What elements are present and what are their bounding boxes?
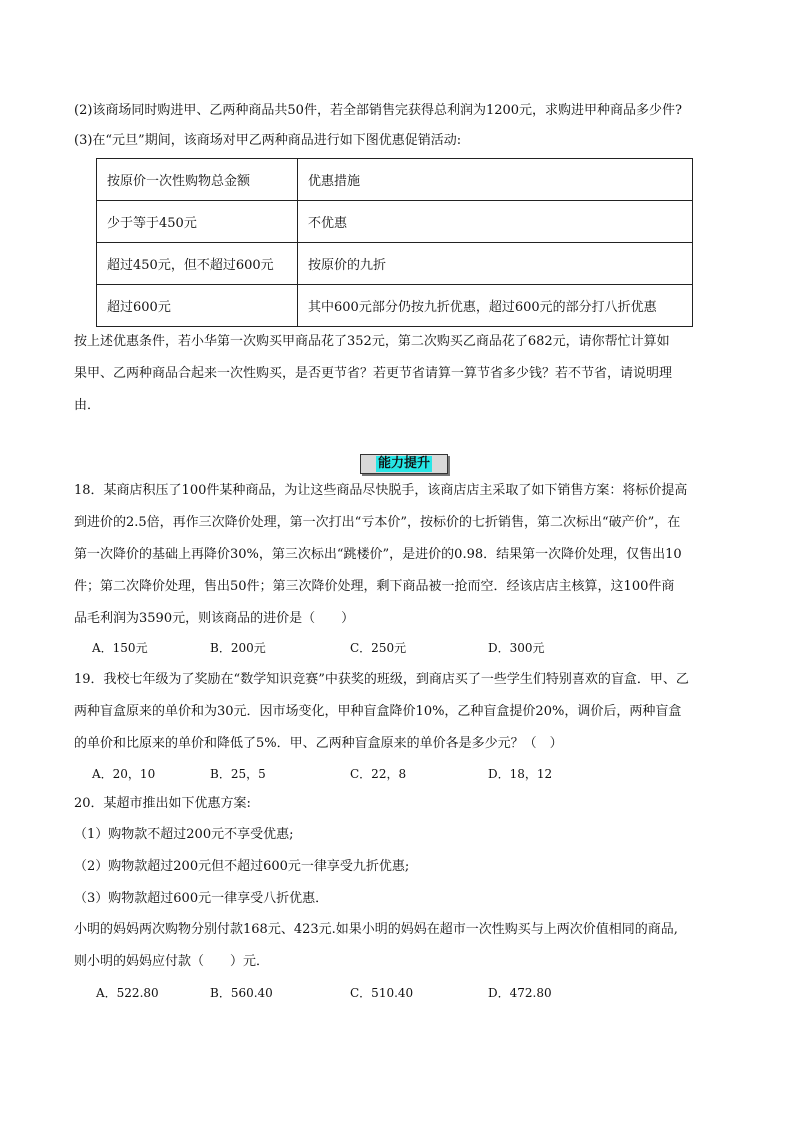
table-cell: 其中600元部分仍按九折优惠，超过600元的部分打八折优惠	[298, 285, 693, 327]
table-cell: 少于等于450元	[97, 201, 298, 243]
question-19-line: 19．我校七年级为了奖励在“数学知识竞赛”中获奖的班级，到商店买了一些学生们特别喜欢的盲盒．甲、乙	[74, 672, 689, 687]
table-cell: 超过600元	[97, 285, 298, 327]
question-20-item: （3）购物款超过600元一律享受八折优惠．	[74, 891, 329, 906]
table-row	[97, 243, 693, 285]
table-cell: 按原价的九折	[298, 243, 693, 285]
table-header-cell: 按原价一次性购物总金额	[97, 159, 298, 201]
table-row	[97, 285, 693, 327]
question-20-item: （1）购物款不超过200元不享受优惠;	[74, 827, 294, 842]
table-cell: 不优惠	[298, 201, 693, 243]
question-19-line: 的单价和比原来的单价和降低了5%．甲、乙两种盲盒原来的单价各是多少元？（ ）	[74, 736, 563, 751]
option-d: D．300元	[488, 641, 545, 655]
option-c: C．510.40	[350, 986, 414, 1000]
option-a: A．20，10	[92, 767, 156, 781]
question-18-line: 到进价的2.5倍，再作三次降价处理，第一次打出“亏本价”，按标价的七折销售，第二次标出“破产价”，在	[74, 515, 681, 530]
option-b: B．25，5	[210, 767, 266, 781]
question-20-line: 则小明的妈妈应付款（ ）元．	[74, 954, 270, 969]
option-c: C．22，8	[350, 767, 407, 781]
option-a: A．522.80	[96, 986, 159, 1000]
question-20-line: 小明的妈妈两次购物分别付款168元、423元.如果小明的妈妈在超市一次性购买与上两次价值相同的商品,	[74, 922, 678, 937]
question-18-line: 第一次降价的基础上再降价30%，第三次标出“跳楼价”，是进价的0.98．结果第一次降价处理，仅售出10	[74, 547, 682, 562]
question-20-intro: 20．某超市推出如下优惠方案:	[74, 796, 251, 811]
question-19-line: 两种盲盒原来的单价和为30元．因市场变化，甲种盲盒降价10%，乙种盲盒提价20%，调价后，两种盲盒	[74, 704, 682, 719]
option-b: B．200元	[210, 641, 266, 655]
question-20-item: （2）购物款超过200元但不超过600元一律享受九折优惠;	[74, 859, 410, 874]
question-18-line: 件；第二次降价处理，售出50件；第三次降价处理，剩下商品被一抢而空．经该店店主核算，这100件商	[74, 579, 675, 594]
option-b: B．560.40	[210, 986, 273, 1000]
table-header-cell: 优惠措施	[298, 159, 693, 201]
question-17-text-line: 果甲、乙两种商品合起来一次性购买，是否更节省？若更节省请算一算节省多少钱？若不节省，请说明理	[74, 366, 673, 381]
table-cell: 超过450元，但不超过600元	[97, 243, 298, 285]
promotion-table	[96, 158, 693, 327]
question-17-text-line: 按上述优惠条件，若小华第一次购买甲商品花了352元，第二次购买乙商品花了682元，请你帮忙计算如	[74, 334, 670, 349]
question-18-line: 品毛利润为3590元，则该商品的进价是（ ）	[74, 611, 355, 626]
option-c: C．250元	[350, 641, 407, 655]
question-18-line: 18．某商店积压了100件某种商品，为让这些商品尽快脱手，该商店店主采取了如下销售方案：将标价提高	[74, 483, 688, 498]
option-d: D．18，12	[488, 767, 553, 781]
question-17-part-2: (2)该商场同时购进甲、乙两种商品共50件，若全部销售完获得总利润为1200元，求购进甲种商品多少件?	[74, 103, 683, 118]
question-17-text-line: 由．	[74, 398, 101, 413]
section-badge-label: 能力提升	[377, 456, 430, 471]
section-badge	[360, 454, 448, 474]
question-17-part-3: (3)在“元旦”期间，该商场对甲乙两种商品进行如下图优惠促销活动:	[74, 133, 462, 148]
option-d: D．472.80	[488, 986, 552, 1000]
option-a: A．150元	[92, 641, 148, 655]
table-row	[97, 201, 693, 243]
table-header-row	[97, 159, 693, 201]
